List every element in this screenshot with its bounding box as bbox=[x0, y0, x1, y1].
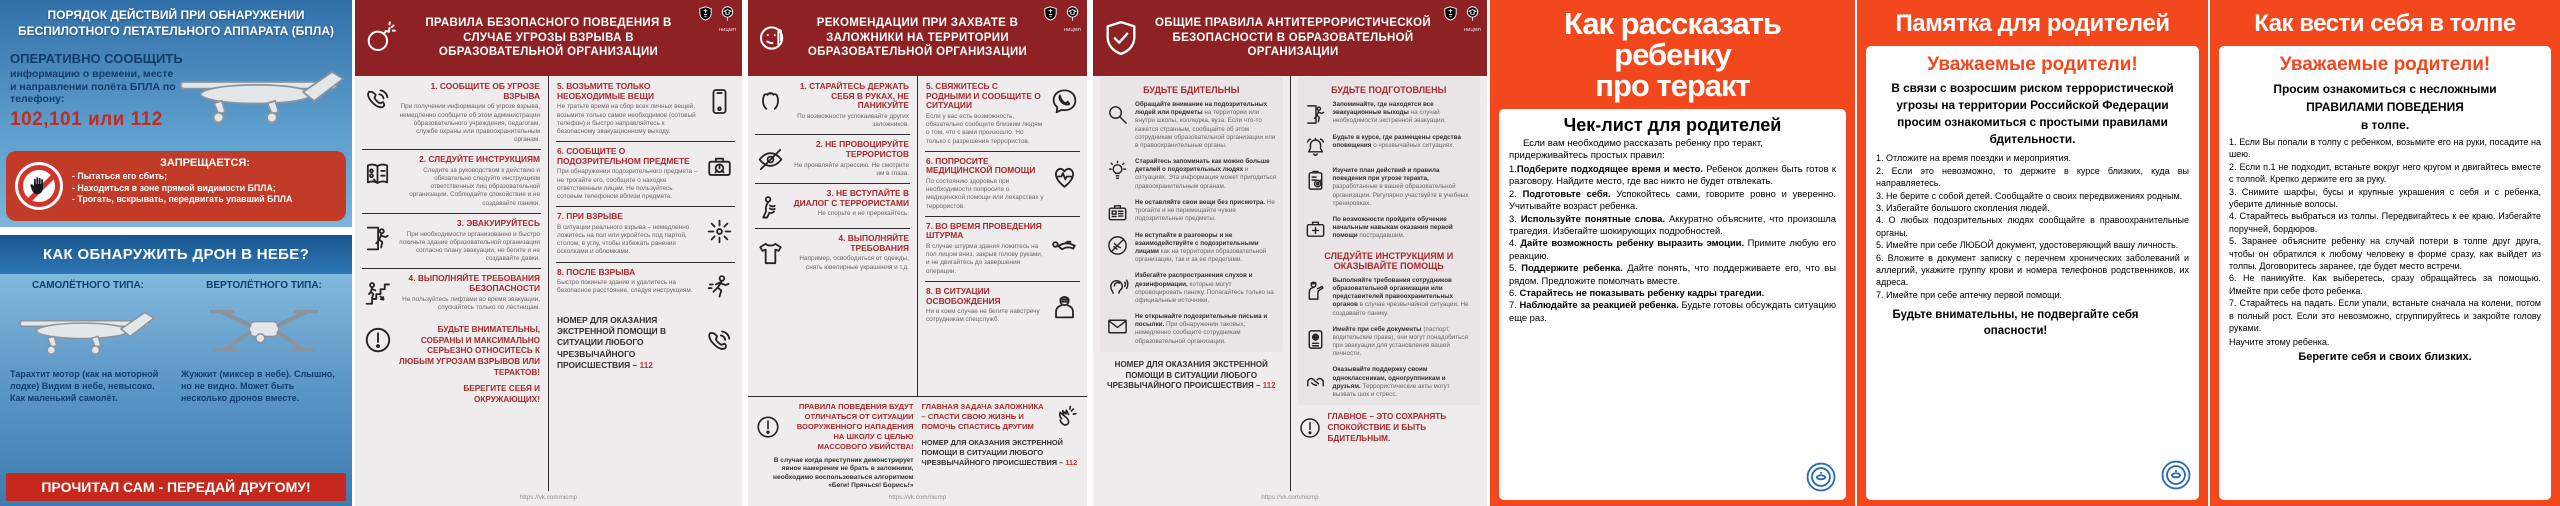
plane-type-label: САМОЛЁТНОГО ТИПА: bbox=[32, 280, 144, 292]
grad-cap-pin-logo-icon bbox=[719, 5, 736, 22]
emergency-number: 112 bbox=[1262, 381, 1276, 391]
rule-text: Быстро покиньте здание и удалитесь на безопасное расстояние, следуя инструкциям. bbox=[557, 279, 693, 295]
rule-title: 4. ВЫПОЛНЯЙТЕ ТРЕБОВАНИЯ bbox=[838, 233, 909, 253]
note-run-hide-fight: В случае когда преступник демонстрирует явное намерение не брать в заложники, необходимо воспользоваться алгоритмом «Беги! Прячься! Борись!» bbox=[773, 456, 914, 490]
poster-general-antiterror-rules bbox=[1090, 0, 1490, 506]
magnifier-icon bbox=[1106, 103, 1129, 126]
advice-bold: Обращайте внимание на подозрительных людей или предметы bbox=[1135, 101, 1268, 117]
rule-title: 2. СЛЕДУЙТЕ ИНСТРУКЦИЯМ bbox=[419, 154, 540, 165]
rule-text: В ситуации реального взрыва – немедленно ложитесь на пол или укройтесь под партой, столом, в углу, чтобы избежать ранения осколками и обломками. bbox=[557, 223, 690, 256]
title-line: ребенку bbox=[1614, 37, 1731, 72]
tshirt-icon bbox=[756, 239, 785, 268]
advice-bold: Старайтесь запоминать как можно больше деталей о подозрительных людях bbox=[1135, 158, 1270, 174]
rule-text: Не спорьте и не пререкайтесь. bbox=[817, 210, 909, 218]
memo-item: 3. Избегайте большого скопления людей. bbox=[1876, 203, 2050, 213]
rule-title: 1. СТАРАЙТЕСЬ ДЕРЖАТЬ СЕБЯ В РУКАХ, НЕ ПАНИКУЙТЕ bbox=[799, 81, 909, 111]
stop-hand-icon bbox=[27, 174, 51, 198]
emergency-label: НОМЕР ДЛЯ ОКАЗАНИЯ ЭКСТРЕННОЙ ПОМОЩИ В СИТУАЦИИ ЛЮБОГО ЧРЕЗВЫЧАЙНОГО ПРОИСШЕСТВИЯ – bbox=[557, 314, 666, 370]
alarm-bell-icon bbox=[1304, 136, 1327, 159]
crowd-rule-item: 1. Если Вы попали в толпу с ребенком, возьмите его на руки, посадите на шею. bbox=[2229, 137, 2541, 160]
advice-bold: Избегайте распространения слухов и дезинформации, bbox=[1135, 272, 1253, 288]
silence-face-icon bbox=[756, 21, 790, 55]
source-url: https://vk.com/nicmp bbox=[519, 494, 578, 501]
advice-bold: Изучите план действий и правила поведения при угрозе теракта, bbox=[1332, 167, 1440, 183]
poster-title: ОБЩИЕ ПРАВИЛА АНТИТЕРРОРИСТИЧЕСКОЙ БЕЗОПАСНОСТИ В ОБРАЗОВАТЕЛЬНОЙ ОРГАНИЗАЦИИ bbox=[1155, 16, 1431, 59]
memo-footer: Будьте внимательны, не подвергайте себя опасности! bbox=[1892, 309, 2139, 338]
memo-intro: В связи с возросшим риском террористической угрозы на территории Российской Федерации просим ознакомиться с простыми правилами бдительности. bbox=[1891, 81, 2174, 147]
checklist-box bbox=[1499, 109, 1846, 500]
warning-text: БУДЬТЕ ВНИМАТЕЛЬНЫ, СОБРАНЫ И МАКСИМАЛЬНО СЕРЬЕЗНО ОТНОСИТЕСЬ К ЛЮБЫМ УГРОЗАМ ВЗРЫВОВ ИЛИ ТЕРАКТОВ! bbox=[399, 324, 540, 377]
exit-door-icon bbox=[1304, 103, 1327, 126]
advice-item bbox=[1106, 195, 1277, 228]
advice-bold: Не открывайте подозрительные письма и посылки. bbox=[1135, 313, 1268, 329]
rule-item bbox=[556, 142, 735, 207]
plane-type-description: Тарахтит мотор (как на моторной лодке) Видим в небе, невысоко. Как маленький самолёт. bbox=[10, 369, 159, 403]
shield-logo-icon bbox=[697, 5, 714, 22]
rule-title: 8. ПОСЛЕ ВЗРЫВА bbox=[557, 266, 636, 277]
rule-title: 3. НЕ ВСТУПАЙТЕ В ДИАЛОГ С ТЕРРОРИСТАМИ bbox=[793, 188, 909, 208]
title-line: про теракт bbox=[1595, 68, 1750, 103]
rules-footer: Берегите себя и своих близких. bbox=[2298, 350, 2472, 363]
checklist-item: 3. Используйте понятные слова. Аккуратно объясните, что произошла трагедия. Избегайте шокирующих подробностей. bbox=[1509, 212, 1836, 236]
poster-header bbox=[355, 0, 742, 76]
advice-rest: При обнаружении таковых, немедленно сообщите сотрудникам образовательной организации. bbox=[1135, 321, 1246, 345]
column-heading: БУДЬТЕ ПОДГОТОВЛЕНЫ bbox=[1331, 85, 1447, 95]
warning-icon bbox=[755, 414, 781, 440]
rule-item bbox=[755, 184, 910, 229]
note-armed-attack: ПРАВИЛА ПОВЕДЕНИЯ БУДУТ ОТЛИЧАТЬСЯ ОТ СИТУАЦИИ ВООРУЖЕННОГО НАПАДЕНИЯ НА ШКОЛУ С ЦЕЛЬЮ МАССОВОГО УБИЙСТВА! bbox=[796, 402, 914, 451]
report-text: информацию о времени, месте и направлении полёта БПЛА по телефону: bbox=[10, 68, 176, 106]
rule-item bbox=[925, 77, 1080, 152]
poster-header bbox=[1093, 0, 1487, 76]
checklist-item: 5. Поддержите ребенка. Дайте понять, что поддерживаете его, что вы рядом. Предложите помолчать вместе. bbox=[1509, 262, 1836, 286]
rule-text: В случае штурма здания ложитесь на пол лицом вниз, закрыв голову руками, и не двигайтесь до завершения операции. bbox=[926, 243, 1043, 275]
header-logos bbox=[1041, 5, 1082, 32]
officer-icon bbox=[1304, 279, 1327, 302]
rule-item bbox=[755, 135, 910, 184]
poster-title: Памятка для родителей bbox=[1895, 10, 2170, 37]
grad-cap-pin-logo-icon bbox=[1464, 5, 1481, 22]
emergency-number: 112 bbox=[639, 359, 653, 370]
memo-item: 7. Имейте при себе аптечку первой помощи. bbox=[1876, 289, 2063, 300]
bomb-icon bbox=[363, 21, 397, 55]
no-conversation-icon bbox=[1106, 234, 1129, 257]
poster-explosion-rules bbox=[352, 0, 745, 506]
poster-title: РЕКОМЕНДАЦИИ ПРИ ЗАХВАТЕ В ЗАЛОЖНИКИ НА ТЕРРИТОРИИ ОБРАЗОВАТЕЛЬНОЙ ОРГАНИЗАЦИИ bbox=[807, 16, 1028, 59]
header-logos bbox=[696, 5, 737, 32]
explosion-icon bbox=[705, 217, 734, 246]
checklist-intro: Если вам необходимо рассказать ребенку про теракт, придерживайтесь простых правил: bbox=[1509, 138, 1763, 162]
crowd-rule-item: 4. Старайтесь выбраться из толпы. Передвигайтесь к ее краю. Избегайте поручней, бордюров. bbox=[2229, 211, 2541, 234]
rule-item bbox=[925, 152, 1080, 217]
note-main-task: ГЛАВНАЯ ЗАДАЧА ЗАЛОЖНИКА – СПАСТИ СВОЮ ЖИЗНЬ И ПОМОЧЬ СПАСТИСЬ ДРУГИМ bbox=[921, 402, 1044, 432]
forbidden-item: - Пытаться его сбить; bbox=[72, 171, 168, 182]
advice-rest: разработанные в вашей образовательной организации. Регулярно участвуйте в учебных тренировках. bbox=[1332, 183, 1469, 207]
poster-parents-memo bbox=[1855, 0, 2208, 506]
memo-box bbox=[1866, 46, 2199, 500]
rule-text: Следите за руководством к действию и обязательно следуйте инструкциям ответственных лиц образовательной организации. Соблюдайте спокойствие и не создавайте паники. bbox=[409, 166, 540, 207]
advice-item bbox=[1304, 163, 1475, 212]
advice-rest: как на территории образовательной организации, так и за ее пределами. bbox=[1135, 248, 1267, 264]
advice-rest: в случае чрезвычайной ситуации. Не создавайте панику. bbox=[1332, 301, 1469, 317]
instructions-book-icon bbox=[363, 160, 392, 189]
checklist-item: 1.Подберите подходящее время и место. Ребенок должен быть готов к разговору. Найдите место, где вас никто не будет отвлекать. bbox=[1509, 162, 1836, 187]
rule-text: Если у вас есть возможность, обязательно сообщите близким людям о том, что с вами произошло. Но только с разрешения террористов. bbox=[926, 112, 1043, 145]
advice-item bbox=[1106, 154, 1277, 195]
warning-icon bbox=[363, 325, 393, 355]
forbidden-item: - Находиться в зоне прямой видимости БПЛА; bbox=[72, 182, 276, 193]
passport-icon bbox=[1304, 328, 1327, 351]
warning-block bbox=[362, 317, 541, 408]
running-person-icon bbox=[705, 273, 734, 302]
advice-rest: на территории или внутри школы, колледжа, вуза. Если что-то кажется странным, сообщайте об этом сотрудникам образовательной организации или в правоохранительные органы. bbox=[1135, 109, 1276, 149]
rule-title: 1. СООБЩИТЕ ОБ УГРОЗЕ ВЗРЫВА bbox=[430, 81, 540, 101]
advice-rest: (паспорт, водительские права), они могут понадобиться при эвакуации для установления вашей личности. bbox=[1332, 325, 1468, 358]
advice-item bbox=[1106, 268, 1277, 309]
salute-heading: Уважаемые родители! bbox=[2279, 54, 2491, 75]
memo-item: 3. Не берите с собой детей. Сообщайте о своих передвижениях родным. bbox=[1876, 190, 2183, 201]
rule-item bbox=[556, 263, 735, 307]
crowd-rule-item: 7. Старайтесь на падать. Если упали, встаньте сначала на колени, потом в полный рост. Если это невозможно, сгруппируйтесь и закройте голову руками. bbox=[2229, 298, 2541, 334]
crowd-rule-item: 6. Не паникуйте. Как выберетесь, сразу обращайтесь за помощью. Имейте при себе фото ребенка. bbox=[2229, 273, 2541, 296]
memo-item: 5. Имейте при себе ЛЮБОЙ документ, удостоверяющий вашу личность. bbox=[1876, 240, 2179, 251]
crowd-rule-item: 2. Если п.1 не подходит, встаньте вокруг него кругом и двигайтесь вместе с толпой. Крепко держите его за руку. bbox=[2229, 161, 2541, 185]
notes-block bbox=[748, 396, 1087, 491]
rules-box bbox=[2219, 46, 2551, 500]
rule-item bbox=[755, 229, 910, 277]
phone-icon bbox=[363, 87, 392, 116]
emergency-number-block bbox=[556, 307, 735, 380]
advice-rest: и ситуациях. Эта информация может пригодиться правоохранительным органам. bbox=[1135, 166, 1277, 190]
rule-title: 8. В СИТУАЦИИ ОСВОБОЖДЕНИЯ bbox=[926, 285, 1001, 306]
ear-icon bbox=[1106, 274, 1129, 297]
smartphone-icon bbox=[705, 87, 734, 116]
prohibition-hand-icon bbox=[15, 162, 63, 210]
rule-text: Ни в коем случае не бегите навстречу сотрудникам спецслужб. bbox=[926, 308, 1040, 324]
grad-cap-pin-logo-icon bbox=[1064, 5, 1081, 22]
source-url: https://vk.com/nicmp bbox=[1261, 494, 1319, 501]
support-hands-icon bbox=[1304, 368, 1327, 391]
advice-bold: Имейте при себе документы bbox=[1332, 325, 1422, 333]
rule-item bbox=[556, 77, 735, 142]
poster-footer-slogan: ПРОЧИТАЛ САМ - ПЕРЕДАЙ ДРУГОМУ! bbox=[6, 473, 346, 501]
final-note bbox=[1298, 405, 1481, 450]
rule-text: По возможности успокаивайте других заложников. bbox=[797, 112, 909, 129]
memo-item: 4. О любых подозрительных людях сообщайте в правоохранительные органы. bbox=[1876, 215, 2189, 238]
copter-type-description: Жужжит (миксер в небе). Слышно, но не видно. Может быть несколько дронов вместе. bbox=[181, 369, 335, 403]
advice-item bbox=[1106, 309, 1277, 350]
crowd-rule-item: 3. Снимите шарфы, бусы и крупные украшения с себя и с ребенка, уберите длинные волосы. bbox=[2229, 186, 2541, 210]
advice-item bbox=[1106, 97, 1277, 154]
phone-chat-icon bbox=[1050, 87, 1079, 116]
suspicious-case-icon bbox=[705, 152, 734, 181]
round-emblem-logo bbox=[1804, 460, 1838, 494]
memo-item: 6. Вложите в документ записку с перечнем хронических заболеваний и аллергий, укажите группу крови и номера телефонов родственников, их адреса. bbox=[1876, 252, 2189, 288]
drone-type-labels bbox=[0, 280, 352, 291]
forbidden-heading: ЗАПРЕЩАЕТСЯ: bbox=[160, 157, 250, 170]
advice-rest: на случай необходимости экстренной эвакуации. bbox=[1332, 109, 1446, 125]
round-emblem-logo bbox=[2159, 458, 2193, 492]
poster-header bbox=[748, 0, 1087, 76]
special-forces-icon bbox=[1050, 292, 1079, 321]
advice-item bbox=[1304, 130, 1475, 163]
action-plan-icon bbox=[1304, 169, 1327, 192]
poster-drone-uav bbox=[0, 0, 352, 506]
crowd-rule-item: 5. Заранее объясните ребенку на случай потери в толпе друг друга, чтобы он обратился к любому человеку в форме сразу, как выйдет из толпы. Договоритесь заранее, где будет место встречи. bbox=[2229, 236, 2541, 272]
checklist-item: 7. Наблюдайте за реакцией ребенка. Будьте готовы обсуждать ситуацию еще раз. bbox=[1509, 299, 1836, 323]
rule-title: 7. ВО ВРЕМЯ ПРОВЕДЕНИЯ ШТУРМА bbox=[926, 220, 1042, 241]
salute-heading: Уважаемые родители! bbox=[1927, 54, 2138, 75]
plane-type-drone-image bbox=[0, 296, 176, 362]
rule-text: Не пользуйтесь лифтами во время эвакуации, спускайтесь только по лестницам. bbox=[402, 295, 540, 311]
advice-bold: Запоминайте, где находятся все эвакуационные выходы bbox=[1332, 101, 1434, 117]
poster-title: Как вести себя в толпе bbox=[2254, 10, 2516, 37]
rule-item bbox=[755, 77, 910, 135]
shield-logo-icon bbox=[1442, 5, 1459, 22]
rule-text: При необходимости организованно и быстро покиньте здание образовательной организации согласно плану эвакуации, не бегите и не создавайте давки. bbox=[399, 230, 540, 263]
intro-line: ПРАВИЛАМИ ПОВЕДЕНИЯ bbox=[2306, 100, 2464, 114]
advice-bold: Не вступайте в разговоры и не взаимодействуйте с подозрительными лицами bbox=[1135, 231, 1259, 256]
lightbulb-icon bbox=[1106, 160, 1129, 183]
forbidden-item: - Трогать, вскрывать, передвигать упавший БПЛА bbox=[72, 194, 293, 205]
report-heading: ОПЕРАТИВНО СООБЩИТЬ bbox=[10, 51, 183, 67]
rule-title: 5. ВОЗЬМИТЕ ТОЛЬКО НЕОБХОДИМЫЕ ВЕЩИ bbox=[557, 81, 654, 101]
advice-item bbox=[1304, 322, 1475, 363]
warning-text-2: БЕРЕГИТЕ СЕБЯ И ОКРУЖАЮЩИХ! bbox=[463, 384, 540, 404]
rules-intro bbox=[2229, 80, 2541, 136]
column-heading: СЛЕДУЙТЕ ИНСТРУКЦИЯМ И ОКАЗЫВАЙТЕ ПОМОЩЬ bbox=[1324, 250, 1454, 271]
drone-images-row bbox=[0, 291, 352, 367]
advice-bold: Будьте в курсе, где размещены средства оповещения bbox=[1332, 134, 1462, 150]
rule-text: Например, освободиться от одежды, снять ювелирные украшения и т.д. bbox=[799, 255, 909, 271]
kneeling-person-icon bbox=[756, 194, 785, 223]
advice-item bbox=[1304, 273, 1475, 322]
title-line: Как рассказать bbox=[1564, 6, 1781, 41]
advice-item bbox=[1106, 228, 1277, 269]
rule-item bbox=[362, 150, 541, 214]
lying-person-icon bbox=[1050, 227, 1079, 256]
clapping-hands-icon bbox=[1054, 404, 1080, 430]
quadcopter-drone-image bbox=[176, 296, 352, 362]
advice-rest: пострадавшим. bbox=[1357, 232, 1405, 240]
final-note-text: ГЛАВНОЕ – ЭТО СОХРАНЯТЬ СПОКОЙСТВИЕ И БЫТЬ БДИТЕЛЬНЫМ. bbox=[1327, 412, 1447, 444]
rule-item bbox=[362, 77, 541, 150]
advice-bold: Не оставляйте свои вещи без присмотра. bbox=[1135, 198, 1266, 206]
rule-item bbox=[925, 282, 1080, 330]
detect-heading: КАК ОБНАРУЖИТЬ ДРОН В НЕБЕ? bbox=[0, 235, 352, 274]
rule-text: По состоянию здоровья при необходимости попросите о медицинской помощи или лекарствах у террористов. bbox=[926, 178, 1044, 210]
report-block bbox=[0, 43, 352, 147]
poster-tell-child-about-attack bbox=[1490, 0, 1855, 506]
logo-label: НИЦМП bbox=[1063, 27, 1082, 32]
first-aid-kit-icon bbox=[1304, 218, 1327, 241]
shield-check-icon bbox=[1101, 18, 1141, 58]
header-logos bbox=[1441, 5, 1482, 32]
rule-item bbox=[556, 207, 735, 262]
memo-item: 2. Если это невозможно, то держите в курсе близких, куда вы направляетесь. bbox=[1876, 165, 2189, 189]
logo-label: НИЦМП bbox=[1463, 27, 1482, 32]
emergency-phone-numbers: 102,101 или 112 bbox=[10, 108, 163, 130]
rule-item bbox=[362, 269, 541, 317]
exclamation-icon bbox=[1298, 416, 1322, 440]
poster-title: ПОРЯДОК ДЕЙСТВИЙ ПРИ ОБНАРУЖЕНИИ БЕСПИЛОТНОГО ЛЕТАТЕЛЬНОГО АППАРАТА (БПЛА) bbox=[17, 8, 335, 38]
rule-text: При обнаружении подозрительного предмета – не трогайте его, сообщите о находке ответственным лицам. Не пользуйтесь сотовым телефоном вблизи предмета. bbox=[557, 168, 698, 200]
checklist-item: 6. Старайтесь не показывать ребенку кадры трагедии. bbox=[1509, 287, 1765, 298]
source-url: https://vk.com/nicmp bbox=[888, 494, 947, 501]
advice-rest: которые могут спровоцировать панику. Полагайтесь только на официальные источники. bbox=[1135, 280, 1274, 304]
memo-item: 1. Отложите на время поездки и мероприятия. bbox=[1876, 153, 2071, 164]
rule-text: Не проявляйте агрессию. Не смотрите им в глаза. bbox=[794, 161, 909, 177]
advice-bold: По возможности пройдите обучение начальным навыкам оказания первой помощи bbox=[1332, 215, 1453, 240]
intro-line: в толпе. bbox=[2360, 118, 2410, 132]
uav-plane-image bbox=[174, 49, 352, 135]
emergency-label: НОМЕР ДЛЯ ОКАЗАНИЯ ЭКСТРЕННОЙ ПОМОЩИ В СИТУАЦИИ ЛЮБОГО ЧРЕЗВЫЧАЙНОГО ПРОИСШЕСТВИЯ – bbox=[921, 438, 1066, 467]
rule-title: 6. СООБЩИТЕ О ПОДОЗРИТЕЛЬНОМ ПРЕДМЕТЕ bbox=[557, 146, 690, 166]
checklist-heading: Чек-лист для родителей bbox=[1563, 115, 1782, 135]
advice-bold: Оказывайте поддержку своим одноклассникам, одногруппникам и друзьям. bbox=[1332, 366, 1446, 390]
shield-logo-icon bbox=[1042, 5, 1059, 22]
rule-title: 7. ПРИ ВЗРЫВЕ bbox=[557, 211, 623, 222]
rule-text: При получении информации об угрозе взрыва, немедленно сообщите об этом администрации образовательного учреждения, педагогам, службе охраны или правоохранительным органам. bbox=[399, 103, 540, 144]
rule-title: 3. ЭВАКУИРУЙТЕСЬ bbox=[457, 217, 540, 228]
poster-hostage-recommendations bbox=[745, 0, 1090, 506]
evacuation-exit-icon bbox=[363, 224, 392, 253]
rule-item bbox=[925, 217, 1080, 282]
advice-item bbox=[1304, 212, 1475, 245]
rule-text: Не тратьте время на сбор всех личных вещей, возьмите только самое необходимое (сотовый телефон) и быстро направляйтесь к безопасному эвакуационному выходу. bbox=[557, 103, 696, 135]
advice-item bbox=[1304, 362, 1475, 403]
luggage-icon bbox=[1106, 201, 1129, 224]
no-eye-contact-icon bbox=[756, 145, 785, 174]
teach-child-note: Научите этому ребенка. bbox=[2229, 336, 2330, 347]
rule-title: 4. ВЫПОЛНЯЙТЕ ТРЕБОВАНИЯ БЕЗОПАСНОСТИ bbox=[408, 273, 540, 293]
rule-title: 5. СВЯЖИТЕСЬ С РОДНЫМИ И СООБЩИТЕ О СИТУАЦИИ bbox=[926, 81, 1041, 111]
drone-descriptions bbox=[0, 369, 352, 404]
emergency-label: НОМЕР ДЛЯ ОКАЗАНИЯ ЭКСТРЕННОЙ ПОМОЩИ В СИТУАЦИИ ЛЮБОГО ЧРЕЗВЫЧАЙНОГО ПРОИСШЕСТВИЯ – bbox=[1106, 359, 1268, 391]
advice-rest: Террористические акты могут вызвать шок и стресс. bbox=[1332, 382, 1450, 398]
logo-label: НИЦМП bbox=[718, 27, 737, 32]
forbidden-list bbox=[72, 171, 338, 205]
rule-title: 2. НЕ ПРОВОЦИРУЙТЕ ТЕРРОРИСТОВ bbox=[815, 139, 909, 159]
copter-type-label: ВЕРТОЛЁТНОГО ТИПА: bbox=[206, 280, 322, 292]
rule-item bbox=[362, 214, 541, 269]
advice-rest: о чрезвычайных ситуациях. bbox=[1371, 142, 1455, 150]
column-heading: БУДЬТЕ БДИТЕЛЬНЫ bbox=[1143, 85, 1240, 95]
advice-rest: Не трогайте и не перемещайте чужие подозрительные предметы. bbox=[1135, 198, 1275, 223]
heart-pulse-icon bbox=[1050, 162, 1079, 191]
checklist-item: 4. Дайте возможность ребенку выразить эмоции. Примите любую его реакцию. bbox=[1509, 237, 1836, 261]
intro-line: Просим ознакомиться с несложными bbox=[2273, 82, 2497, 96]
rule-title: 6. ПОПРОСИТЕ МЕДИЦИНСКОЙ ПОМОЩИ bbox=[926, 155, 1036, 176]
calm-hands-icon bbox=[756, 87, 785, 116]
poster-crowd-behavior bbox=[2208, 0, 2560, 506]
divider bbox=[0, 227, 352, 235]
forbidden-banner bbox=[6, 151, 346, 221]
checklist-item: 2. Подготовьте себя. Успокойтесь сами, говорите ровно и уверенно. Учитывайте возраст ребенка. bbox=[1509, 187, 1836, 212]
poster-title: ПРАВИЛА БЕЗОПАСНОГО ПОВЕДЕНИЯ В СЛУЧАЕ УГРОЗЫ ВЗРЫВА В ОБРАЗОВАТЕЛЬНОЙ ОРГАНИЗАЦИИ bbox=[425, 16, 672, 59]
emergency-number: 112 bbox=[1065, 458, 1078, 467]
advice-item bbox=[1304, 97, 1475, 130]
emergency-phone-icon bbox=[704, 328, 734, 358]
envelope-icon bbox=[1106, 315, 1129, 338]
advice-bold: Выполняйте требования сотрудников образовательной организации или представителей правоохранительных органов bbox=[1332, 276, 1454, 309]
poster-title bbox=[1499, 6, 1846, 109]
stairs-down-icon bbox=[363, 279, 392, 308]
